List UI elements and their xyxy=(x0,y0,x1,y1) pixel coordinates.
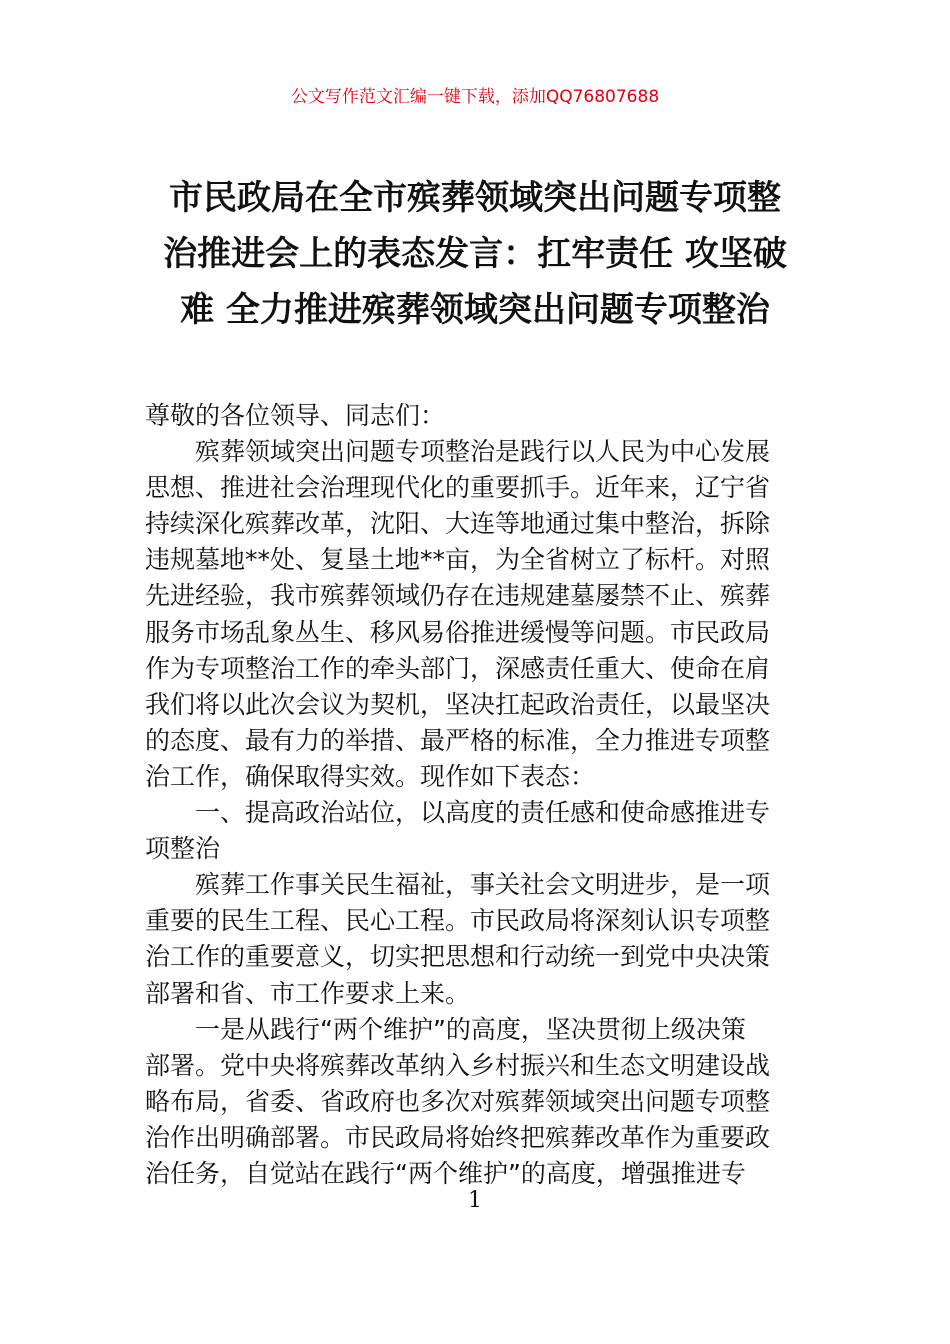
body-line: 部署。党中央将殡葬改革纳入乡村振兴和生态文明建设战 xyxy=(145,1050,771,1080)
body-line: 重要的民生工程、民心工程。市民政局将深刻认识专项整 xyxy=(145,906,771,936)
body-line: 违规墓地**处、复垦土地**亩，为全省树立了标杆。对照 xyxy=(145,545,771,575)
body-line: 持续深化殡葬改革，沈阳、大连等地通过集中整治，拆除 xyxy=(145,509,771,539)
body-line: 的态度、最有力的举措、最严格的标准，全力推进专项整 xyxy=(145,725,771,755)
title-line: 治推进会上的表态发言：扛牢责任 攻坚破 xyxy=(163,234,787,274)
body-line: 殡葬工作事关民生福祉，事关社会文明进步，是一项 xyxy=(195,870,771,900)
body-line: 思想、推进社会治理现代化的重要抓手。近年来，辽宁省 xyxy=(145,473,771,503)
header-download-note: 公文写作范文汇编一键下载，添加QQ76807688 xyxy=(290,87,660,107)
title-line: 市民政局在全市殡葬领域突出问题专项整 xyxy=(169,178,781,218)
section-heading: 一、提高政治站位，以高度的责任感和使命感推进专 xyxy=(195,798,771,828)
page-number: 1 xyxy=(468,1188,482,1213)
body-line: 治任务，自觉站在践行“两个维护”的高度，增强推进专 xyxy=(145,1158,746,1188)
salutation: 尊敬的各位领导、同志们： xyxy=(145,401,446,430)
body-line: 殡葬领域突出问题专项整治是践行以人民为中心发展 xyxy=(195,437,771,467)
title-line: 难 全力推进殡葬领域突出问题专项整治 xyxy=(180,290,770,330)
body-line: 治工作的重要意义，切实把思想和行动统一到党中央决策 xyxy=(145,942,771,972)
section-heading-cont: 项整治 xyxy=(145,834,221,864)
body-line: 治作出明确部署。市民政局将始终把殡葬改革作为重要政 xyxy=(145,1122,771,1152)
body-line: 部署和省、市工作要求上来。 xyxy=(145,978,471,1008)
body-line: 先进经验，我市殡葬领域仍存在违规建墓屡禁不止、殡葬 xyxy=(145,581,771,611)
body-line: 一是从践行“两个维护”的高度，坚决贯彻上级决策 xyxy=(195,1014,746,1044)
body-line: 服务市场乱象丛生、移风易俗推进缓慢等问题。市民政局 xyxy=(145,617,771,647)
body-line: 治工作，确保取得实效。现作如下表态： xyxy=(145,761,596,791)
body-line: 我们将以此次会议为契机，坚决扛起政治责任，以最坚决 xyxy=(145,689,771,719)
document-body xyxy=(145,398,807,1192)
document-title xyxy=(145,170,805,338)
body-line: 作为专项整治工作的牵头部门，深感责任重大、使命在肩 xyxy=(145,653,771,683)
body-line: 略布局，省委、省政府也多次对殡葬领域突出问题专项整 xyxy=(145,1086,771,1116)
